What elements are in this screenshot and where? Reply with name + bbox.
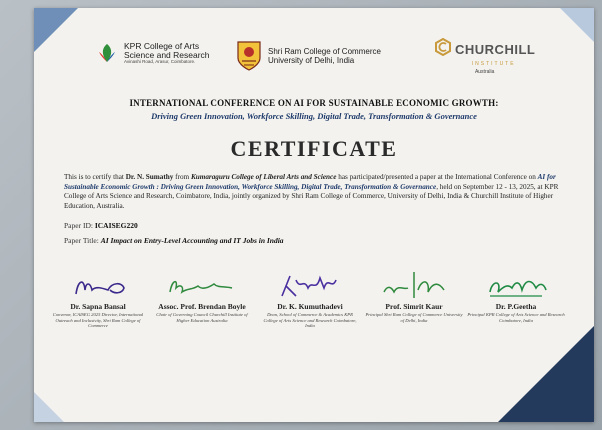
signature-icon xyxy=(58,270,138,300)
signatory-5 xyxy=(466,270,566,323)
body-text-4: , held on September 12 - 13, 2025, at KPR College of Arts Science and Research, Coimbatore, India, jointly organized by Shri Ram College of Commerce, University of Delhi, India & Churchill Institute of Higher Education, Australia. xyxy=(64,182,559,210)
churchill-logo xyxy=(434,38,535,75)
participant-institution: Kumaraguru College of Liberal Arts and Science xyxy=(190,173,337,181)
paper-title-value: AI Impact on Entry-Level Accounting and IT Jobs in India xyxy=(100,236,284,245)
paper-title xyxy=(64,236,284,245)
body-text-1: This is to certify that xyxy=(64,173,126,181)
kpr-leaf-icon xyxy=(94,40,120,66)
signatory-name: Assoc. Prof. Brendan Boyle xyxy=(158,302,246,311)
signatory-role: Principal KPR College of Arts Science and Research Coimbatore, India xyxy=(467,312,565,323)
signatory-name: Dr. Sapna Bansal xyxy=(70,302,126,311)
kpr-address: Avinashi Road, Arasur, Coimbatore. xyxy=(124,58,196,64)
signature-icon xyxy=(270,270,350,300)
participant-name: Dr. N. Sumathy xyxy=(125,173,174,181)
signatory-name: Prof. Simrit Kaur xyxy=(385,302,443,311)
signatory-role: Dean, School of Commerce & Academics KPR College of Arts Science and Research Coimbatore, India xyxy=(263,312,357,329)
kpr-name-line1: KPR College of Arts xyxy=(124,40,200,51)
churchill-country: Australia xyxy=(474,69,495,75)
churchill-institute: INSTITUTE xyxy=(471,61,516,67)
signatory-1 xyxy=(48,270,148,329)
body-text-3: has participated/presented a paper at the International Conference on xyxy=(336,173,538,181)
srcc-university: University of Delhi, India xyxy=(268,56,355,65)
paper-id-label: Paper ID: xyxy=(64,221,95,230)
certificate xyxy=(34,8,594,422)
signature-icon xyxy=(374,270,454,300)
signature-icon xyxy=(162,270,242,300)
signature-icon xyxy=(476,270,556,300)
paper-id xyxy=(64,221,138,230)
signatory-2 xyxy=(152,270,252,323)
corner-decoration-bottom-right xyxy=(498,326,594,422)
kpr-logo xyxy=(94,40,210,66)
corner-decoration-bottom-left xyxy=(34,392,64,422)
conference-title: INTERNATIONAL CONFERENCE ON AI FOR SUSTAINABLE ECONOMIC GROWTH: xyxy=(129,98,499,108)
signatory-name: Dr. P.Geetha xyxy=(495,302,537,311)
paper-id-value: ICAISEG220 xyxy=(94,221,138,230)
srcc-logo xyxy=(236,40,381,72)
certificate-body xyxy=(64,173,564,211)
signatory-role: Convenor, ICAISEG 2025 Director, International Outreach and Inclusivity, Shri Ram College of Commerce xyxy=(52,312,144,329)
corner-decoration-top-left xyxy=(34,8,78,52)
corner-decoration-top-right xyxy=(560,8,594,42)
paper-title-label: Paper Title: xyxy=(64,236,101,245)
signatory-role: Chair of Governing Council Churchill Institute of Higher Education Australia xyxy=(156,312,248,323)
signatory-name: Dr. K. Kumuthadevi xyxy=(277,302,343,311)
srcc-name: Shri Ram College of Commerce xyxy=(268,46,381,56)
churchill-name: CHURCHILL xyxy=(455,42,536,57)
signatory-3 xyxy=(260,270,360,329)
conference-name: AI for Sustainable Economic Growth : Driving Green Innovation, Workforce Skilling, Digital Trade, Transformation & Governance xyxy=(64,173,556,191)
churchill-c-icon xyxy=(434,38,452,61)
signatory-4 xyxy=(364,270,464,323)
certificate-heading: CERTIFICATE xyxy=(230,136,398,161)
signatory-role: Principal Shri Ram College of Commerce University of Delhi, India xyxy=(365,312,463,323)
srcc-crest-icon xyxy=(236,40,262,72)
body-text-2: from xyxy=(173,173,191,181)
conference-subtitle: Driving Green Innovation, Workforce Skilling, Digital Trade, Transformation & Governance xyxy=(151,111,477,121)
kpr-name-line2: Science and Research xyxy=(124,49,210,60)
